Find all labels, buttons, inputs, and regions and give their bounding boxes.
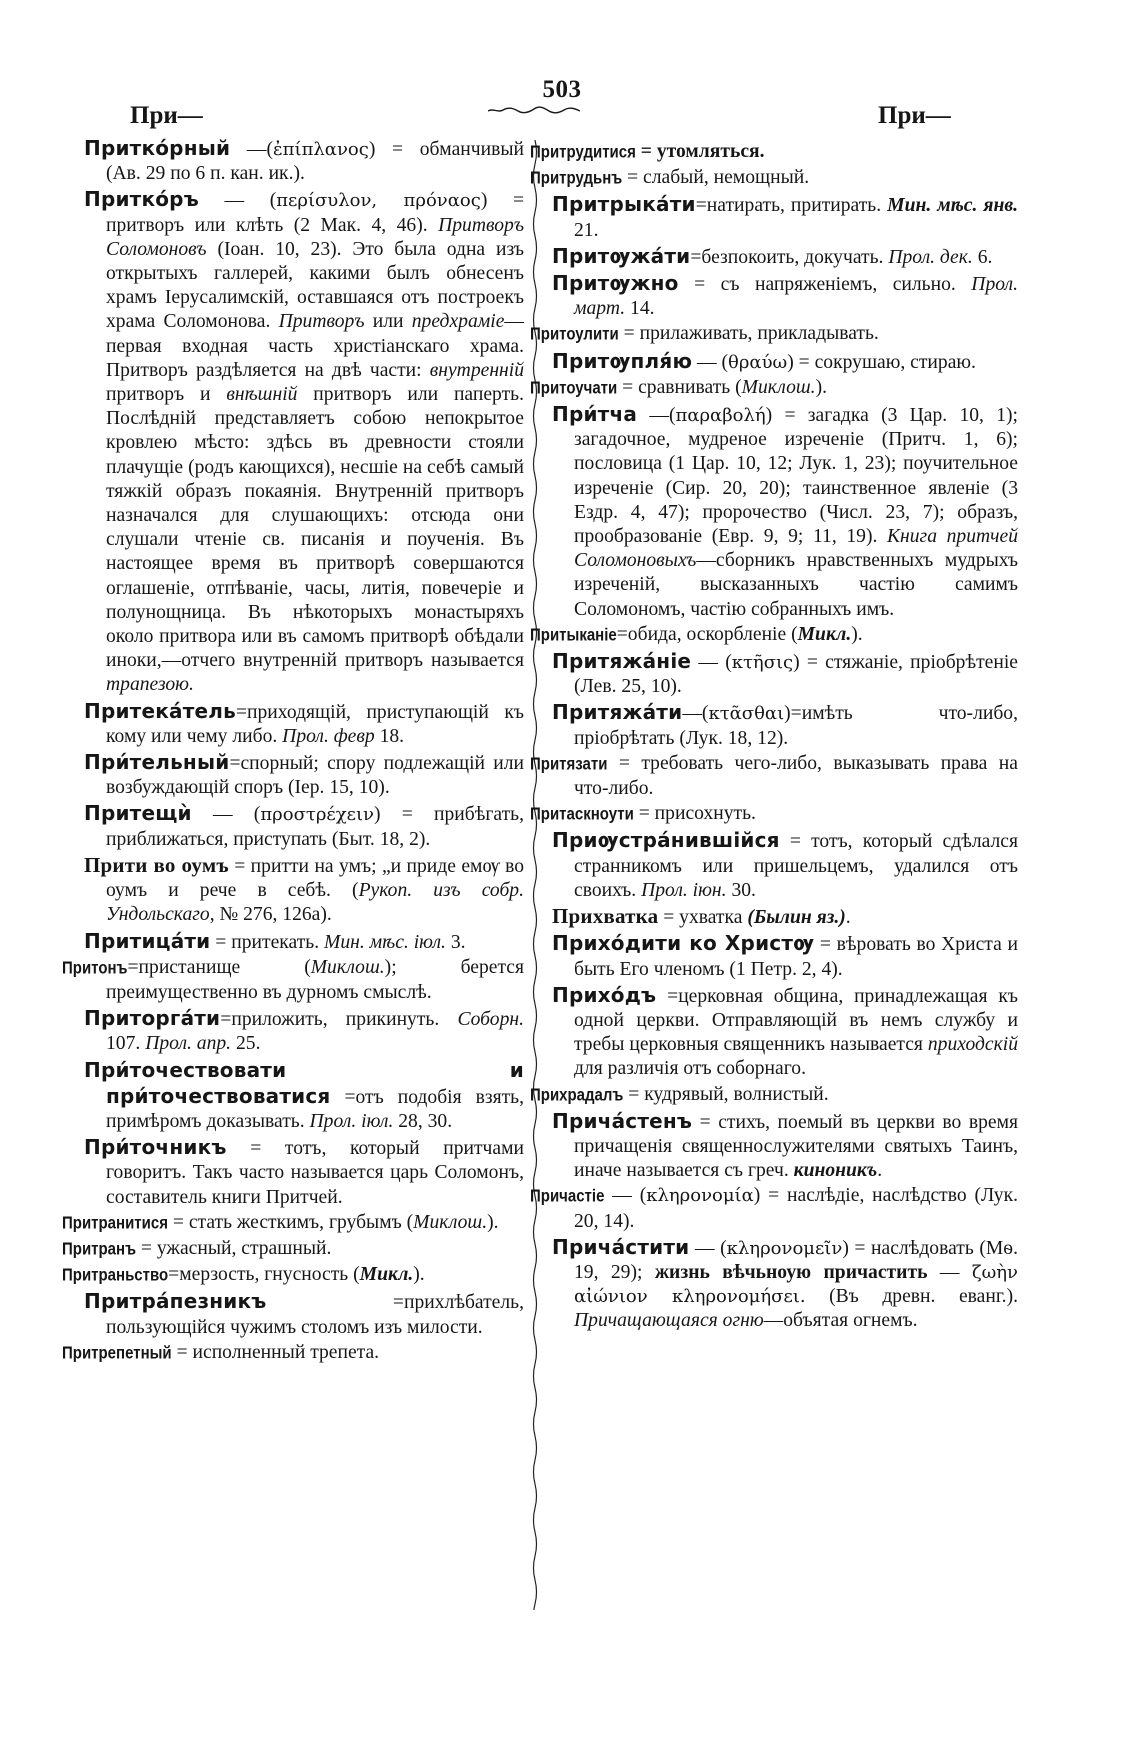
- definition-text: ).: [487, 1211, 499, 1233]
- definition-text: =натирать, притирать.: [695, 195, 888, 217]
- dictionary-entry: [530, 1083, 1018, 1108]
- greek-term: θραύω: [728, 351, 788, 373]
- dictionary-entry: [552, 828, 1018, 903]
- entry-headword: Притрудитися: [530, 142, 636, 163]
- italic-reference: Прол. март.: [574, 274, 1018, 320]
- dictionary-entry: [84, 1135, 524, 1210]
- dictionary-entry: [84, 699, 524, 749]
- greek-term: κληρονομία: [646, 1185, 754, 1207]
- definition-text: 28, 30.: [393, 1110, 453, 1132]
- definition-text: = тотъ, который притчами говоритъ. Такъ часто называется царь Соломонъ, составитель книги Притчей.: [106, 1138, 524, 1208]
- italic-reference: Прол. іюн.: [641, 879, 727, 901]
- definition-text: ) = стяжаніе, пріобрѣтеніе (Лев. 25, 10).: [574, 652, 1018, 698]
- dictionary-entry: [84, 801, 524, 851]
- definition-text: .: [845, 907, 851, 929]
- entry-headword: При́точникъ: [84, 1135, 227, 1160]
- dictionary-entry: [552, 931, 1018, 981]
- dictionary-entry: [552, 244, 1018, 270]
- dictionary-entry: [62, 1211, 524, 1236]
- definition-text: = съ напряженіемъ, сильно.: [678, 274, 972, 296]
- right-column: [530, 140, 1019, 1335]
- definition-text: =отъ подобія взять, примѣромъ доказывать.: [106, 1086, 524, 1132]
- definition-text: —(: [230, 139, 274, 160]
- dictionary-entry: [84, 1006, 524, 1056]
- dictionary-entry: [84, 1289, 524, 1339]
- italic-reference: Притворъ Соломоновъ: [106, 214, 524, 260]
- definition-text: 18.: [374, 725, 405, 747]
- entry-headword: Притяжа́ти: [552, 700, 683, 725]
- dictionary-entry: [62, 956, 524, 1005]
- dictionary-entry: [84, 1058, 524, 1135]
- italic-reference: трапезою.: [106, 674, 194, 696]
- entry-headword: Притещѝ: [84, 801, 192, 826]
- entry-headword: Притыканіе: [530, 625, 617, 646]
- definition-text: или: [364, 311, 412, 333]
- definition-text: жизнь вѣчьноую причастить: [654, 1261, 928, 1283]
- italic-reference: Прол. іюл.: [309, 1110, 394, 1132]
- dictionary-entry: [552, 1109, 1018, 1184]
- entry-headword: Притяжа́ніе: [552, 649, 692, 674]
- dictionary-entry: [530, 1184, 1018, 1233]
- italic-reference: Рукоп. изъ собр. Ундольскаго: [106, 880, 524, 926]
- dictionary-entry: [530, 376, 1018, 401]
- italic-reference: Миклош.: [413, 1211, 488, 1233]
- dictionary-entry: [84, 136, 524, 186]
- definition-text: .: [877, 1160, 883, 1182]
- left-column: [62, 136, 525, 1367]
- dictionary-entry: [84, 187, 524, 697]
- entry-headword: Притоучати: [530, 378, 618, 399]
- entry-headword: При́точествовати и при́точествоватися: [84, 1057, 524, 1108]
- greek-term: προστρέχειν: [260, 804, 374, 826]
- dictionary-entry: [552, 192, 1018, 242]
- definition-text: =прихлѣбатель, пользующійся чужимъ столомъ изъ милости.: [106, 1292, 524, 1338]
- definition-text: =церковная община, принадлежащая къ одной церкви. Отправляющій въ немъ службу и требы церковныя священникъ называется: [574, 985, 1018, 1056]
- definition-text: , № 276, 126а).: [209, 904, 332, 926]
- greek-term: κτᾶσθαι: [708, 703, 785, 725]
- italic-reference: Мин. мѣс. іюл.: [324, 931, 446, 953]
- running-head-right: При—: [878, 102, 951, 129]
- italic-reference: (Былин яз.): [747, 907, 846, 929]
- entry-headword: Притрепетный: [62, 1343, 172, 1363]
- italic-reference: Причащающаяся огню: [574, 1310, 764, 1332]
- definition-text: —сборникъ нравственныхъ мудрыхъ изреченій, высказанныхъ частію самимъ Соломономъ, частію собранныхъ имъ.: [574, 550, 1018, 620]
- definition-text: = тотъ, который сдѣлался странникомъ или пришельцемъ, удалился отъ своихъ.: [574, 831, 1018, 901]
- italic-reference: Книга притчей Соломоновыхъ: [574, 526, 1018, 572]
- dictionary-entry: [62, 1341, 524, 1366]
- greek-term: περίσυλον, πρόναος: [276, 190, 481, 212]
- dictionary-entry: [552, 349, 1018, 375]
- greek-term: ἐπίπλανος: [273, 139, 369, 160]
- italic-reference: приходскій: [927, 1034, 1018, 1056]
- entry-headword: Притко́ръ: [84, 187, 199, 212]
- definition-text: ) = загадка (3 Цар. 10, 1); загадочное, мудреное изреченіе (Притч. 1, 6); пословица (1 Цар. 10, 12; Лук. 1, 23); поучительное изреченіе (Сир. 20, 20); таинственное явленіе (3 Ездр. 4, 47); пророчество (Числ. 23, 7); образъ, прообразованіе (Евр. 9, 9; 11, 19).: [574, 405, 1018, 548]
- definition-text: ) = прибѣгать, приближаться, приступать (Быт. 18, 2).: [106, 804, 524, 850]
- dictionary-entry: [62, 1237, 524, 1262]
- definition-text: —(: [637, 405, 676, 427]
- entry-headword: Притранъ: [62, 1239, 137, 1260]
- dictionary-entry: [552, 983, 1018, 1082]
- definition-text: = притти на умъ; „и приде емѹ во оумъ и рече в себѣ. (: [106, 855, 525, 902]
- definition-text: =пристанище (: [127, 956, 311, 978]
- definition-text: =приложить, прикинуть.: [220, 1009, 458, 1031]
- greek-term: κτῆσις: [731, 652, 794, 674]
- dictionary-entry: [84, 853, 524, 928]
- entry-headword: Прихо́дити ко Христѹ: [552, 931, 815, 956]
- italic-reference: Миклош.: [310, 956, 385, 978]
- definition-text: — (: [692, 351, 729, 373]
- dictionary-entry: [84, 750, 524, 800]
- definition-text: — (: [198, 190, 277, 212]
- dictionary-entry: [530, 802, 1018, 827]
- definition-text: = утомляться.: [635, 141, 765, 162]
- entry-headword: Притѹжно: [552, 271, 679, 296]
- definition-text: ) = наслѣдіе, наслѣдство (Лук. 20, 14).: [574, 1185, 1018, 1232]
- definition-text: = стихъ, поемый въ церкви во время причащенія священнослужителями святыхъ Таинъ, иначе называется съ греч.: [574, 1111, 1018, 1182]
- definition-text: ) = притворъ или клѣть (2 Мак. 4, 46).: [106, 190, 524, 236]
- dictionary-entry: [84, 929, 524, 955]
- entry-headword: При́тча: [552, 402, 638, 427]
- italic-reference: Микл.: [797, 623, 852, 645]
- definition-text: — (: [689, 1237, 727, 1259]
- definition-text: (Въ древн. еванг.).: [805, 1286, 1018, 1308]
- definition-text: ) = сокрушаю, стираю.: [787, 351, 976, 373]
- dictionary-entry: [530, 322, 1018, 347]
- italic-reference: Микл.: [359, 1264, 414, 1286]
- greek-term: ζωὴν αἰώνιον κληρονομήσει.: [574, 1261, 1018, 1308]
- definition-text: 25.: [231, 1033, 261, 1055]
- italic-reference: внутренній: [429, 359, 524, 381]
- entry-headword: Притоулити: [530, 325, 619, 345]
- definition-text: — (: [191, 804, 261, 826]
- entry-headword: При́тельный: [84, 750, 230, 775]
- dictionary-entry: [552, 1235, 1018, 1334]
- entry-headword: Притаскноути: [530, 804, 634, 825]
- definition-text: =приходящій, приступающій къ кому или чему либо.: [106, 701, 524, 747]
- definition-text: ); берется преимущественно въ дурномъ смыслѣ.: [106, 956, 524, 1003]
- definition-text: —(: [682, 703, 709, 725]
- dictionary-entry: [530, 140, 1018, 165]
- definition-text: —объятая огнемъ.: [763, 1310, 918, 1332]
- definition-text: 14.: [625, 298, 655, 320]
- entry-headword: Приѹстра́нившійся: [552, 828, 780, 853]
- definition-text: )=имѣть что-либо, пріобрѣтать (Лук. 18, 12).: [574, 703, 1018, 749]
- dictionary-entry: [552, 649, 1018, 699]
- definition-text: ).: [413, 1264, 425, 1286]
- definition-text: = требовать чего-либо, выказывать права на что-либо.: [574, 752, 1018, 800]
- definition-text: (Іоан. 10, 23). Это была одна изъ открытыхъ галлерей, какими былъ обнесенъ храмъ Іерусалимскій, оставшаяся отъ построекъ храма Соломонова.: [106, 238, 524, 333]
- italic-reference: киноникъ: [793, 1160, 878, 1182]
- definition-text: =мерзость, гнусность (: [168, 1264, 360, 1286]
- dictionary-entry: [530, 752, 1018, 801]
- definition-text: =безпокоить, докучать.: [690, 246, 889, 268]
- dictionary-entry: [530, 166, 1018, 191]
- definition-text: притворъ и: [106, 384, 227, 406]
- dictionary-entry: [552, 904, 1018, 930]
- definition-text: = сравнивать (: [617, 376, 742, 398]
- entry-headword: Притонъ: [62, 958, 128, 978]
- entry-headword: Притица́ти: [84, 928, 211, 953]
- definition-text: =обида, оскорбленіе (: [616, 623, 798, 645]
- entry-headword: Притязати: [530, 754, 608, 775]
- definition-text: = притекать.: [210, 931, 324, 953]
- italic-reference: Соборн.: [457, 1009, 524, 1031]
- definition-text: = кудрявый, волнистый.: [623, 1083, 829, 1105]
- definition-text: 3.: [445, 931, 466, 953]
- definition-text: притворъ или паперть. Послѣдній представляетъ собою непокрытое кровлею мѣсто: здѣсь въ древности стояли плачущіе (родъ кающихся), несшіе на себѣ самый тяжкій образъ покаянія. Внутренній притворъ назначался для слушающихъ: отсюда они слушали чтеніе св. писанія и поученія. Въ настоящее время въ притворѣ совершаются оглашеніе, отпѣваніе, часы, литія, повечеріе и полунощница. Въ нѣкоторыхъ монастыряхъ около притвора или въ самомъ притворѣ обѣдали иноки,—отчего внутренній притворъ называется: [106, 384, 524, 672]
- entry-headword: Притека́тель: [84, 698, 236, 723]
- dictionary-entry: [552, 271, 1018, 321]
- entry-headword: Прича́стити: [552, 1234, 690, 1259]
- definition-text: —: [927, 1261, 972, 1283]
- definition-text: ) = обманчивый (Ав. 29 по 6 п. кан. ик.).: [106, 139, 524, 185]
- definition-text: = ухватка: [658, 907, 748, 929]
- entry-headword: Притрыка́ти: [552, 192, 696, 217]
- italic-reference: внѣшній: [226, 384, 298, 406]
- definition-text: = прилаживать, прикладывать.: [618, 323, 879, 345]
- definition-text: = исполненный трепета.: [171, 1341, 380, 1363]
- definition-text: = присохнуть.: [633, 803, 756, 825]
- dictionary-entry: [552, 700, 1018, 750]
- entry-headword: Приторга́ти: [84, 1006, 221, 1031]
- italic-reference: Мин. мѣс. янв.: [887, 195, 1019, 217]
- italic-reference: Притворъ: [278, 311, 365, 333]
- definition-text: для различія отъ соборнаго.: [574, 1058, 806, 1080]
- entry-headword: Притраньство: [62, 1265, 169, 1286]
- entry-headword: Прихрадалъ: [530, 1085, 624, 1105]
- dictionary-entry: [62, 1263, 524, 1288]
- page-number: 503: [542, 76, 582, 103]
- definition-text: 21.: [574, 219, 599, 241]
- entry-headword: Притѹжа́ти: [552, 243, 691, 268]
- italic-reference: Миклош.: [741, 376, 816, 398]
- italic-reference: Прол. февр: [282, 725, 375, 747]
- entry-headword: Притра́пезникъ: [84, 1289, 267, 1314]
- definition-text: ).: [815, 376, 828, 398]
- definition-text: ).: [851, 623, 863, 645]
- definition-text: 30.: [726, 879, 756, 901]
- definition-text: — (: [691, 652, 732, 674]
- definition-text: = стать жесткимъ, грубымъ (: [167, 1211, 414, 1233]
- entry-headword: Прихо́дъ: [552, 982, 657, 1007]
- definition-text: 107.: [106, 1033, 146, 1055]
- entry-headword: Прича́стенъ: [552, 1108, 693, 1133]
- greek-term: κληρονομεῖν: [726, 1237, 843, 1259]
- dictionary-entry: [552, 402, 1018, 622]
- definition-text: — (: [604, 1185, 647, 1207]
- definition-text: ) = наслѣдовать (Мѳ. 19, 29);: [574, 1237, 1018, 1283]
- entry-headword: Причастіе: [530, 1186, 605, 1207]
- entry-headword: Прихватка: [552, 904, 659, 929]
- definition-text: = вѣровать во Христа и быть Его членомъ (1 Петр. 2, 4).: [574, 934, 1018, 980]
- running-head-left: При—: [130, 102, 203, 129]
- definition-text: = ужасный, страшный.: [136, 1237, 332, 1259]
- dictionary-entry: [530, 623, 1018, 648]
- entry-headword: Притранитися: [62, 1213, 168, 1233]
- definition-text: =спорный; спору подлежащій или возбуждающій споръ (Іер. 15, 10).: [106, 753, 524, 799]
- italic-reference: предхраміе: [411, 311, 505, 333]
- italic-reference: Прол. апр.: [145, 1033, 232, 1055]
- page-number-wavy-rule: [488, 106, 580, 114]
- column-divider: [530, 140, 540, 1610]
- entry-headword: Прити во оумъ: [84, 852, 229, 877]
- greek-term: παραβολή: [675, 405, 766, 427]
- entry-headword: Притрудьнъ: [530, 168, 623, 189]
- italic-reference: Прол. дек.: [888, 246, 973, 268]
- definition-text: = слабый, немощный.: [622, 167, 810, 189]
- entry-headword: Притѹпля́ю: [552, 348, 693, 373]
- definition-text: 6.: [972, 246, 993, 268]
- entry-headword: Притко́рный: [84, 136, 231, 160]
- definition-text: —первая входная часть христіанскаго храма. Притворъ раздѣляется на двѣ части:: [106, 311, 524, 381]
